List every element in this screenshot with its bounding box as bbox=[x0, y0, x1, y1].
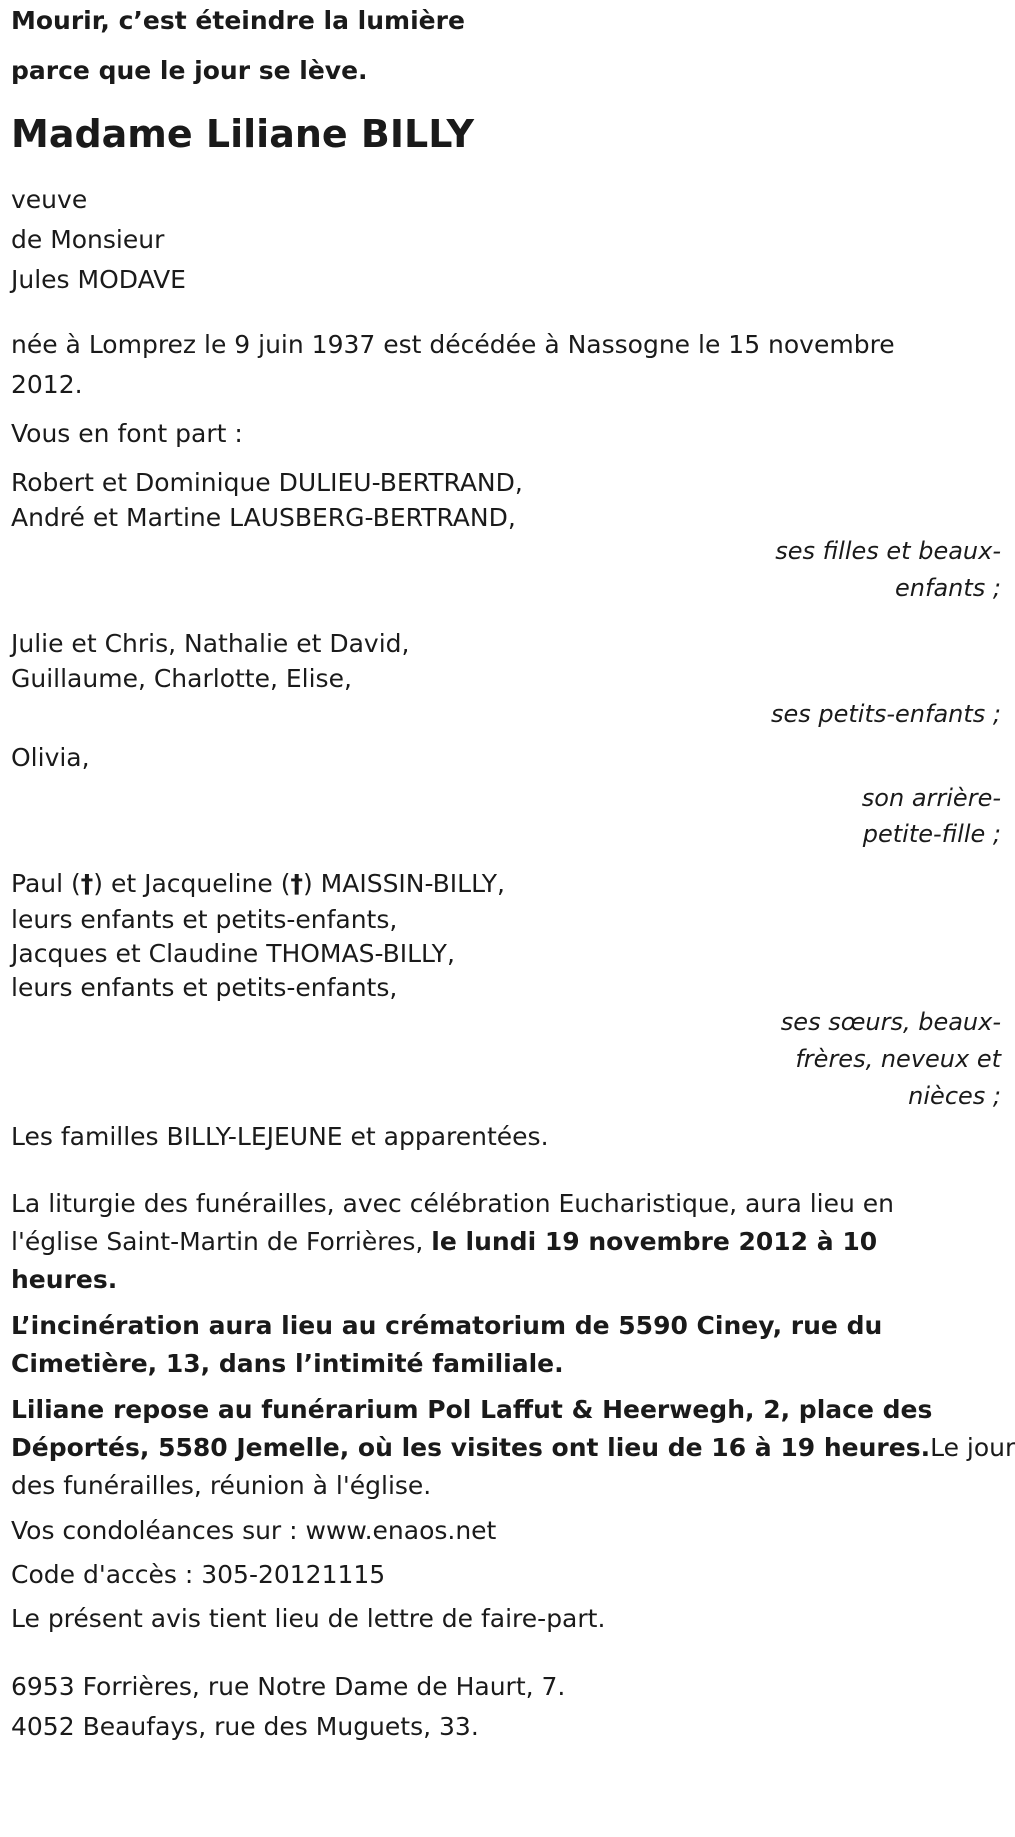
liturgy-line: La liturgie des funérailles, avec célébration Eucharistique, aura lieu en bbox=[11, 1189, 895, 1218]
condolences-line: Vos condoléances sur : www.enaos.net bbox=[11, 1516, 497, 1545]
family-name-line: leurs enfants et petits-enfants, bbox=[11, 905, 398, 934]
sibling-text: ) MAISSIN-BILLY, bbox=[302, 869, 505, 898]
spouse-line: veuve bbox=[11, 185, 88, 214]
liturgy-line bbox=[11, 1223, 1001, 1261]
relation-line: petite-fille ; bbox=[862, 820, 1001, 848]
rest-line: des funérailles, réunion à l'église. bbox=[11, 1471, 432, 1500]
relation-label bbox=[11, 694, 1001, 734]
family-siblings bbox=[11, 864, 1001, 1115]
birth-death-line: née à Lomprez le 9 juin 1937 est décédée à Nassogne le 15 novembre bbox=[11, 330, 895, 359]
relation-label bbox=[11, 1004, 1001, 1115]
addresses bbox=[11, 1667, 1001, 1747]
families-line: Les familles BILLY-LEJEUNE et apparentées. bbox=[11, 1122, 549, 1151]
family-name-line: Olivia, bbox=[11, 743, 90, 772]
rest-line bbox=[11, 1429, 1015, 1467]
rest-info bbox=[11, 1391, 1015, 1505]
epigraph bbox=[11, 0, 1001, 96]
notice-line: Le présent avis tient lieu de lettre de faire-part. bbox=[11, 1604, 606, 1633]
deceased-cross-icon: † bbox=[80, 869, 94, 898]
obituary-content bbox=[11, 0, 1015, 1747]
sibling-text: Paul ( bbox=[11, 869, 81, 898]
rest-text: Le jour bbox=[930, 1433, 1015, 1462]
liturgy-text: l'église Saint-Martin de Forrières, bbox=[11, 1227, 432, 1256]
spouse-line: Jules MODAVE bbox=[11, 265, 186, 294]
rest-line: Liliane repose au funérarium Pol Laffut & Heerwegh, 2, place des bbox=[11, 1395, 933, 1424]
family-name-line: Guillaume, Charlotte, Elise, bbox=[11, 664, 352, 693]
rest-text-bold: Déportés, 5580 Jemelle, où les visites ont lieu de 16 à 19 heures. bbox=[11, 1433, 931, 1462]
relation-label bbox=[11, 533, 1001, 607]
deceased-cross-icon: † bbox=[290, 869, 303, 898]
address-line: 6953 Forrières, rue Notre Dame de Haurt, 7. bbox=[11, 1672, 566, 1701]
relation-line: frères, neveux et bbox=[795, 1045, 1001, 1073]
address-line: 4052 Beaufays, rue des Muguets, 33. bbox=[11, 1712, 479, 1741]
relation-label bbox=[11, 780, 1001, 852]
spouse-block bbox=[11, 180, 1001, 300]
family-children bbox=[11, 463, 1001, 607]
relation-line: ses filles et beaux- bbox=[775, 537, 1001, 565]
relation-line: ses petits-enfants ; bbox=[770, 700, 1001, 728]
funeral-liturgy bbox=[11, 1185, 1001, 1299]
announcement-intro: Vous en font part : bbox=[11, 419, 243, 448]
birth-death bbox=[11, 325, 1001, 405]
cremation-line: L’incinération aura lieu au crématorium de 5590 Ciney, rue du bbox=[11, 1311, 883, 1340]
cremation-line: Cimetière, 13, dans l’intimité familiale. bbox=[11, 1349, 564, 1378]
family-name-line: leurs enfants et petits-enfants, bbox=[11, 973, 398, 1002]
family-great-grandchild bbox=[11, 738, 1001, 852]
relation-line: nièces ; bbox=[908, 1082, 1001, 1110]
epigraph-line: parce que le jour se lève. bbox=[11, 56, 368, 85]
epigraph-line: Mourir, c’est éteindre la lumière bbox=[11, 6, 465, 35]
liturgy-date: le lundi 19 novembre 2012 à 10 bbox=[431, 1227, 878, 1256]
relation-line: son arrière- bbox=[861, 784, 1001, 812]
family-name-line: André et Martine LAUSBERG-BERTRAND, bbox=[11, 503, 516, 532]
family-grandchildren bbox=[11, 624, 1001, 734]
relation-line: ses sœurs, beaux- bbox=[780, 1008, 1001, 1036]
relation-line: enfants ; bbox=[895, 574, 1001, 602]
family-name-line: Jacques et Claudine THOMAS-BILLY, bbox=[11, 939, 455, 968]
liturgy-line: heures. bbox=[11, 1265, 118, 1294]
siblings-first-line bbox=[11, 864, 1001, 904]
birth-death-line: 2012. bbox=[11, 370, 83, 399]
cremation-info bbox=[11, 1307, 1001, 1383]
deceased-name: Madame Liliane BILLY bbox=[11, 112, 475, 156]
family-name-line: Julie et Chris, Nathalie et David, bbox=[11, 629, 410, 658]
access-code-line: Code d'accès : 305-20121115 bbox=[11, 1560, 386, 1589]
sibling-text: ) et Jacqueline ( bbox=[93, 869, 291, 898]
spouse-line: de Monsieur bbox=[11, 225, 165, 254]
family-name-line: Robert et Dominique DULIEU-BERTRAND, bbox=[11, 468, 523, 497]
